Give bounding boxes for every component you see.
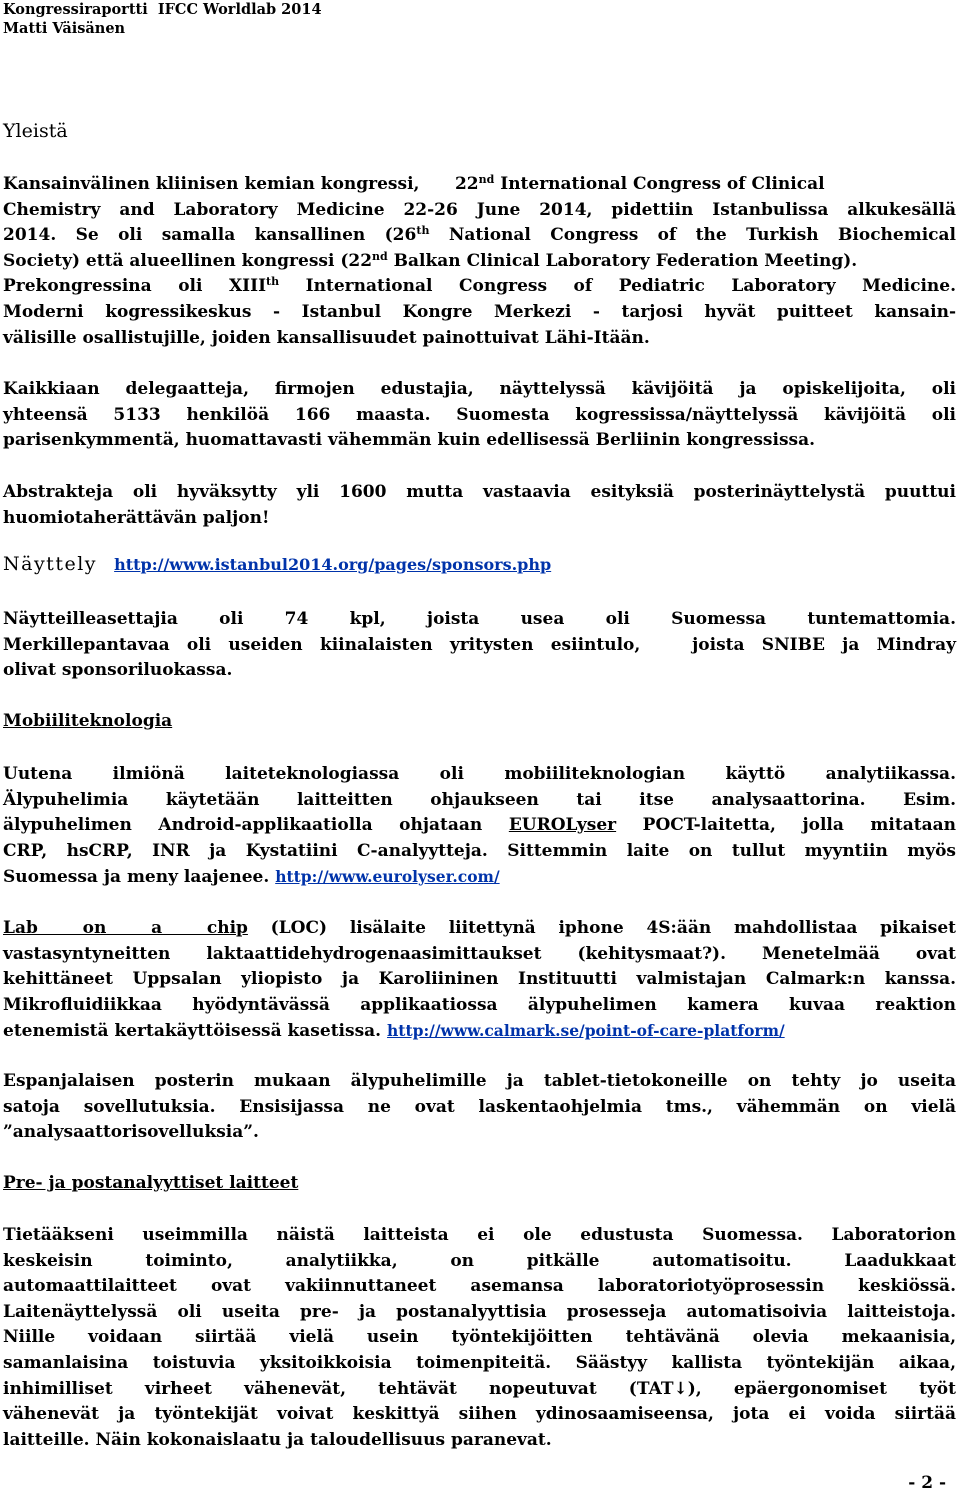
text-span: International Congress of Pediatric Laboratory Medicine.	[279, 276, 957, 297]
text-line	[3, 813, 956, 839]
text-line	[3, 916, 956, 942]
text-line: Mikrofluidiikkaa hyödyntävässä applikaatiossa älypuhelimen kamera kuvaa reaktion	[3, 994, 956, 1015]
text-line: kehittäneet Uppsalan yliopisto ja Karoliininen Instituutti valmistajan Calmark:n kanssa.	[3, 969, 956, 990]
text-line: satoja sovellutuksia. Ensisijassa ne ovat laskentaohjelmia tms., vähemmän on vielä	[3, 1096, 956, 1117]
section-heading-mobile: Mobiiliteknologia	[3, 711, 173, 731]
paragraph-abstracts	[3, 480, 956, 531]
sponsors-link[interactable]: http://www.istanbul2014.org/pages/sponsors.php	[114, 555, 552, 574]
text-line: samanlaisina toistuvia yksitoikkoisia toimenpiteitä. Säästyy kallista työntekijän aikaa,	[3, 1352, 956, 1373]
text-line	[3, 1018, 956, 1044]
eurolyser-link[interactable]: http://www.eurolyser.com/	[275, 867, 500, 887]
text-line: CRP, hsCRP, INR ja Kystatiini C-analyytteja. Sittemmin laite on tullut myyntiin myös	[3, 840, 956, 861]
paragraph-congress-intro	[3, 172, 956, 351]
text-span: Prekongressina oli XIII	[3, 276, 267, 297]
text-span: etenemistä kertakäyttöisessä kasetissa.	[3, 1021, 382, 1042]
eurolyser-term: EUROLyser	[508, 815, 617, 836]
exhibition-heading-row	[3, 553, 551, 583]
text-line: Näytteilleasettajia oli 74 kpl, joista usea oli Suomessa tuntemattomia.	[3, 609, 956, 629]
text-line	[3, 274, 956, 300]
paragraph-lab-on-chip	[3, 916, 956, 1044]
superscript: nd	[478, 173, 495, 186]
text-line: Älypuhelimia käytetään laitteitten ohjaukseen tai itse analysaattorina. Esim.	[3, 789, 956, 810]
text-line: Merkillepantavaa oli useiden kiinalaisten yritysten esiintulo, joista SNIBE ja Mindray	[3, 634, 956, 655]
paragraph-attendance	[3, 377, 956, 454]
text-line: parisenkymmentä, huomattavasti vähemmän kuin edellisessä Berliinin kongressissa.	[3, 430, 816, 451]
text-line: Laitenäyttelyssä oli useita pre- ja postanalyyttisia prosesseja automatisoivia laitteistoja.	[3, 1301, 956, 1322]
text-span: 2014. Se oli samalla kansallinen (26	[3, 225, 417, 246]
text-line	[3, 172, 956, 198]
header-title: Kongressiraportti IFCC Worldlab 2014	[3, 1, 322, 18]
text-line: välisille osallistujille, joiden kansallisuudet painottuivat Lähi-Itään.	[3, 327, 650, 348]
text-line: Moderni kogressikeskus - Istanbul Kongre Merkezi - tarjosi hyvät puitteet kansain-	[3, 301, 956, 322]
text-span: National Congress of the Turkish Biochemical	[429, 225, 957, 246]
text-span: Kansainvälinen kliinisen kemian kongressi, 22	[3, 174, 479, 194]
paragraph-apps	[3, 1069, 956, 1146]
section-heading-prepost: Pre- ja postanalyyttiset laitteet	[3, 1173, 299, 1193]
superscript: th	[416, 224, 430, 238]
text-span: Balkan Clinical Laboratory Federation Meeting).	[387, 250, 858, 271]
text-span: POCT-laitetta, jolla mitataan	[616, 815, 956, 836]
page-header	[3, 0, 322, 38]
text-line: ”analysaattorisovelluksia”.	[3, 1122, 259, 1143]
text-line: Tietääkseni useimmilla näistä laitteista ei ole edustusta Suomessa. Laboratorion	[3, 1225, 956, 1245]
paragraph-exhibitors	[3, 607, 956, 684]
text-line: keskeisin toiminto, analytiikka, on pitkälle automatisoitu. Laadukkaat	[3, 1250, 956, 1271]
page-number: - 2 -	[908, 1473, 946, 1493]
text-line: yhteensä 5133 henkilöä 166 maasta. Suomesta kogressissa/näyttelyssä kävijöitä oli	[3, 404, 956, 425]
calmark-link[interactable]: http://www.calmark.se/point-of-care-platform/	[387, 1021, 785, 1041]
text-line: vastasyntyneitten laktaattidehydrogenaasimittaukset (kehitysmaat?). Menetelmää ovat	[3, 943, 956, 964]
superscript: th	[266, 275, 280, 289]
superscript: nd	[372, 249, 388, 263]
text-line: inhimilliset virheet vähenevät, tehtävät nopeutuvat (TAT↓), epäergonomiset työt	[3, 1378, 956, 1399]
paragraph-mobile-tech	[3, 762, 956, 890]
section-heading-general: Yleistä	[3, 120, 68, 142]
text-span: Society) että alueellinen kongressi (22	[3, 250, 373, 271]
lab-on-chip-term: Lab on a chip	[3, 918, 248, 938]
text-span: älypuhelimen Android-applikaatiolla ohjataan	[3, 815, 509, 836]
text-line: Espanjalaisen posterin mukaan älypuhelimille ja tablet-tietokoneille on tehty jo useita	[3, 1071, 956, 1091]
text-line	[3, 864, 956, 890]
text-line: Uutena ilmiönä laiteteknologiassa oli mobiiliteknologian käyttö analytiikassa.	[3, 764, 956, 784]
section-heading-exhibition: Näyttely	[3, 553, 98, 575]
header-author: Matti Väisänen	[3, 20, 126, 37]
text-span: Suomessa ja meny laajenee.	[3, 867, 270, 888]
text-line: Niille voidaan siirtää vielä usein työntekijöitten tehtävänä olevia mekaanisia,	[3, 1327, 956, 1348]
text-span: International Congress of Clinical	[494, 174, 825, 194]
text-line	[3, 223, 956, 249]
text-line: olivat sponsoriluokassa.	[3, 660, 233, 681]
text-line: vähenevät ja työntekijät voivat keskittyä siihen ydinosaamiseensa, jota ei voida siirtää	[3, 1404, 956, 1425]
text-line: huomiotaherättävän paljon!	[3, 507, 270, 528]
text-span: (LOC) lisälaite liitettynä iphone 4S:ään mahdollistaa pikaiset	[247, 918, 956, 938]
text-line: Kaikkiaan delegaatteja, firmojen edustajia, näyttelyssä kävijöitä ja opiskelijoita, oli	[3, 379, 956, 399]
text-line: Abstrakteja oli hyväksytty yli 1600 mutta vastaavia esityksiä posterinäyttelystä puuttui	[3, 482, 956, 502]
text-line	[3, 249, 956, 275]
paragraph-prepost	[3, 1223, 956, 1453]
text-line: automaattilaitteet ovat vakiinnuttaneet asemansa laboratoriotyöprosessin keskiössä.	[3, 1276, 956, 1297]
text-line: laitteille. Näin kokonaislaatu ja taloudellisuus paranevat.	[3, 1429, 552, 1450]
text-line: Chemistry and Laboratory Medicine 22-26 June 2014, pidettiin Istanbulissa alkukesällä	[3, 199, 956, 220]
